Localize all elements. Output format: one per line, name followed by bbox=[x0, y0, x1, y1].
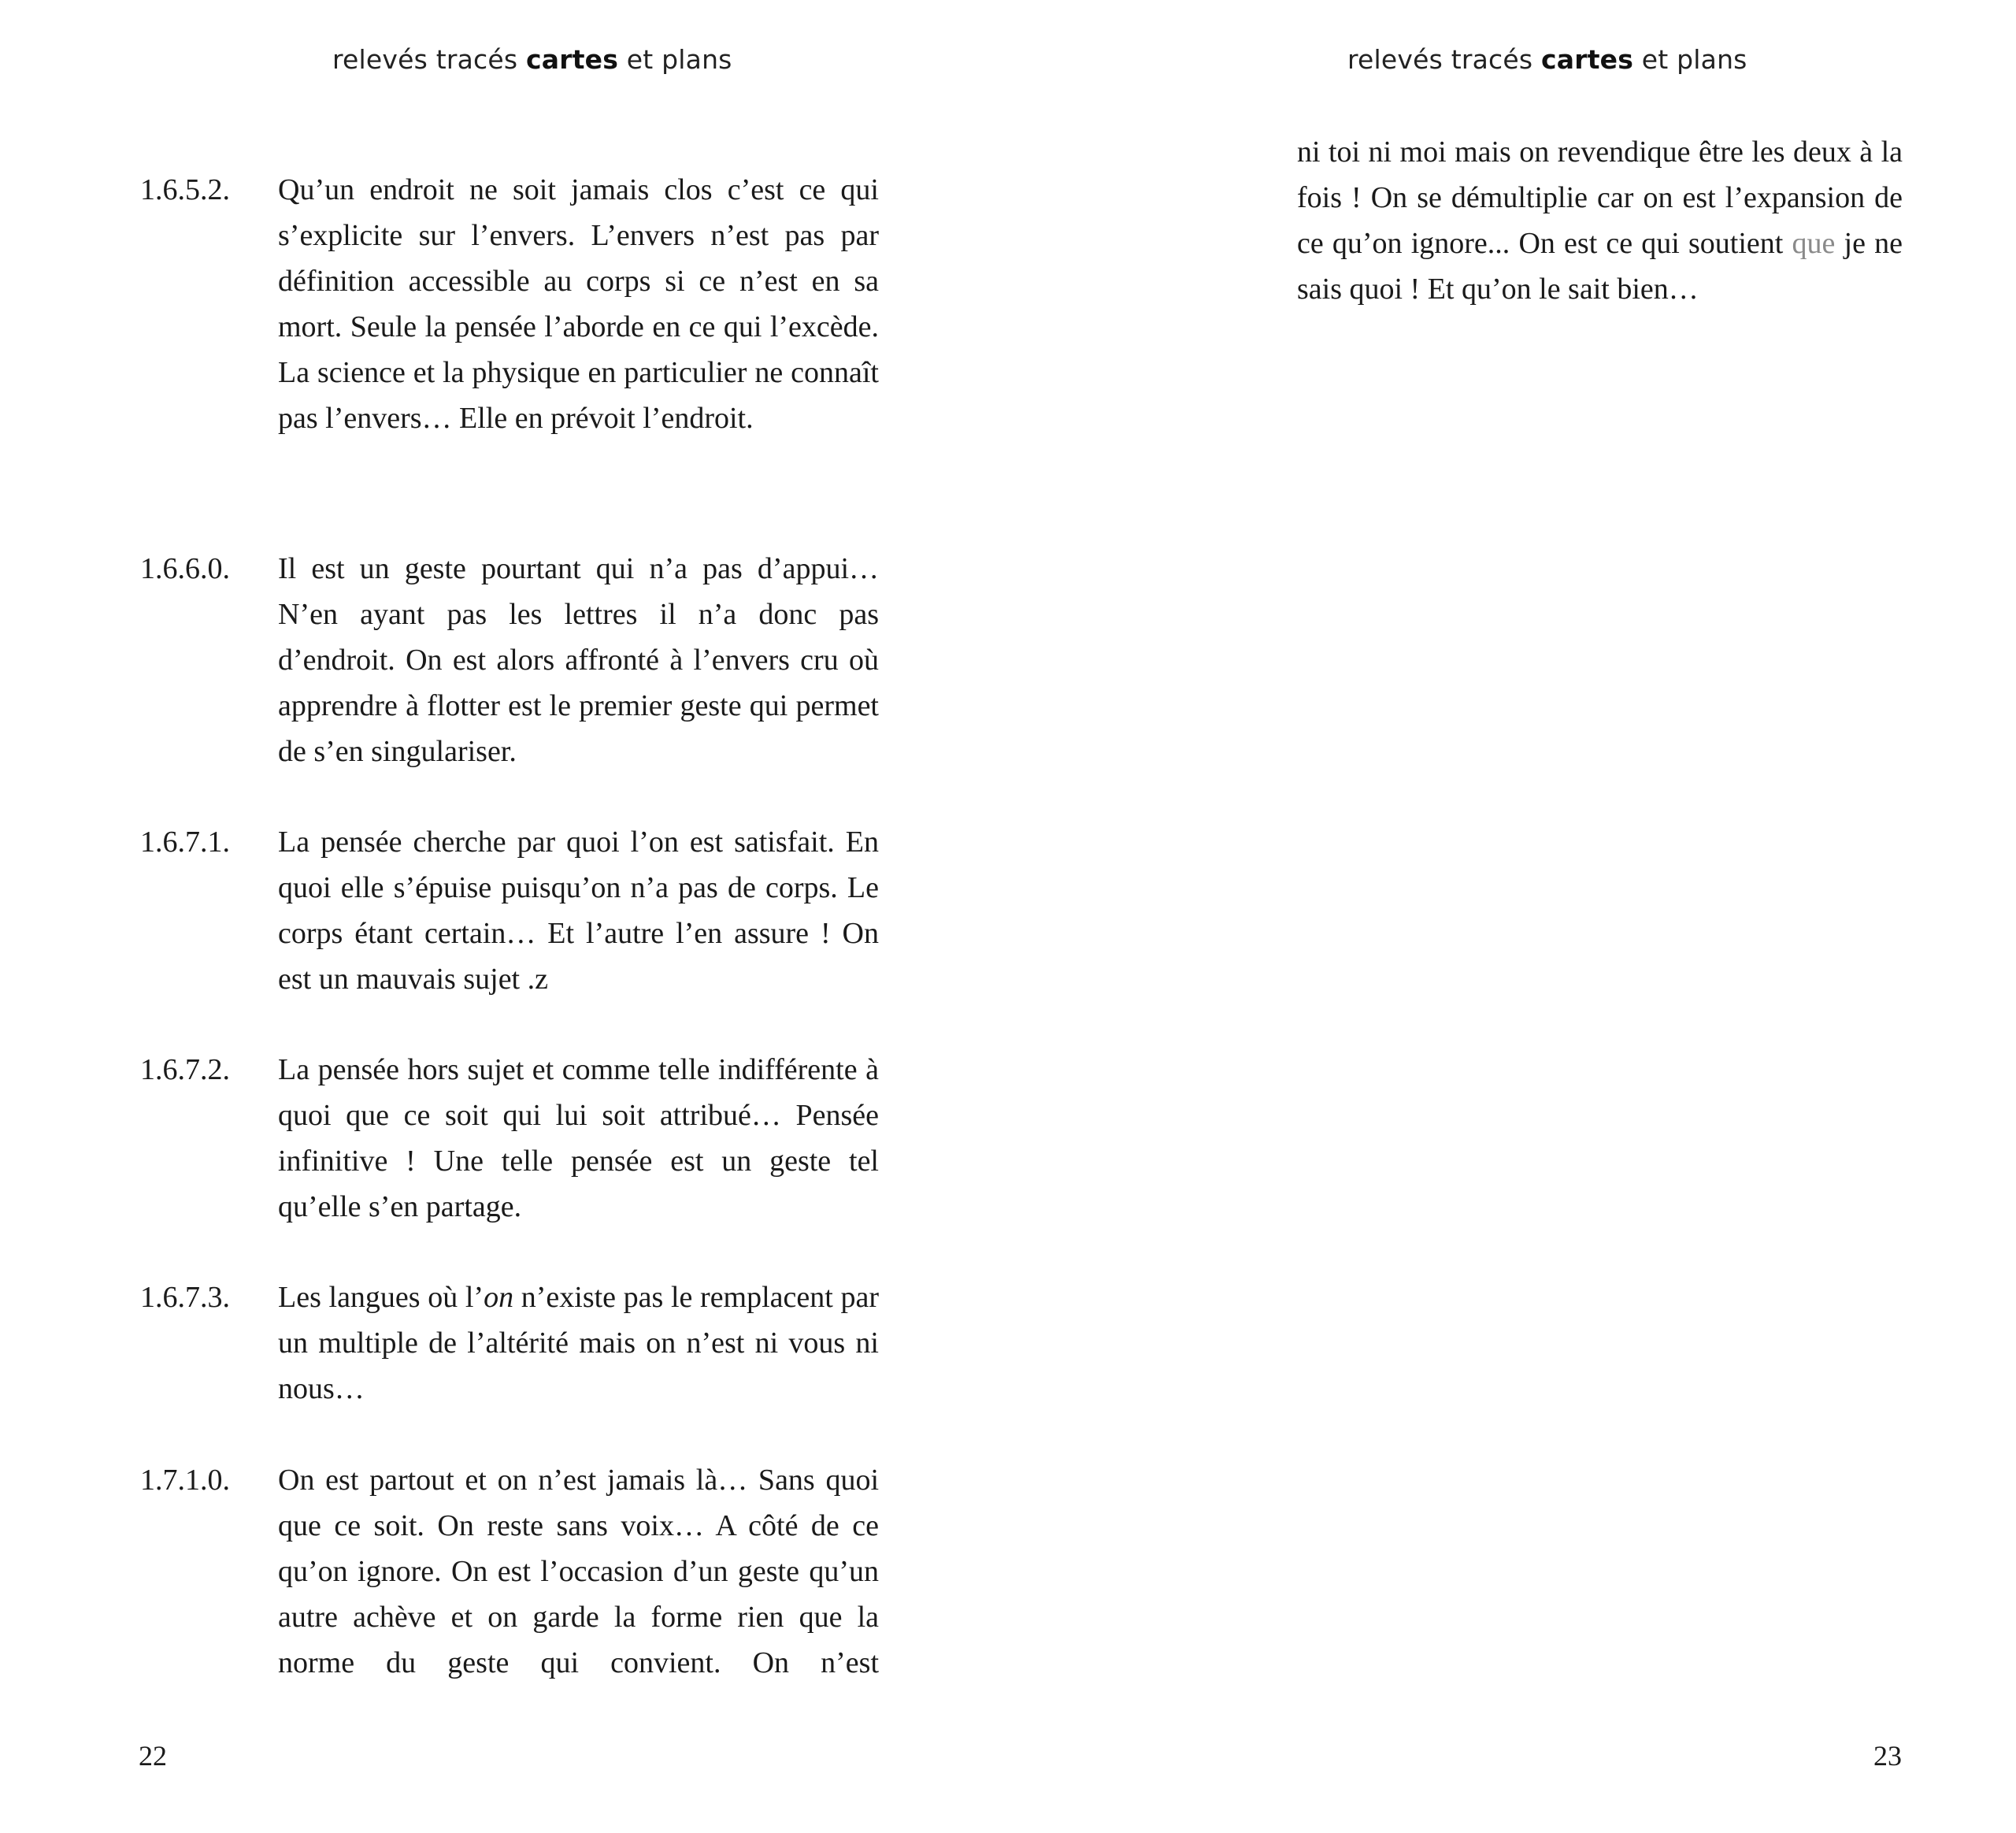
paragraph-number: 1.6.5.2. bbox=[140, 173, 230, 206]
header-bold-word: cartes bbox=[1541, 44, 1634, 75]
paragraph-number: 1.6.6.0. bbox=[140, 552, 230, 585]
running-header bbox=[1347, 44, 1747, 75]
page-number: 23 bbox=[1873, 1740, 1902, 1772]
italic-word: on bbox=[484, 1281, 514, 1314]
header-text-end: et plans bbox=[618, 44, 732, 75]
paragraph-text: La pensée cherche par quoi l’on est satisfait. En quoi elle s’épuise puisqu’on n’a pas de corps. Le corps étant certain… Et l’autre l’en assure ! On est un mauvais sujet .z bbox=[278, 826, 879, 996]
grey-word: que bbox=[1792, 227, 1836, 260]
header-bold-word: cartes bbox=[526, 44, 619, 75]
paragraph-text: Qu’un endroit ne soit jamais clos c’est ce qui s’explicite sur l’envers. L’envers n’est pas par définition accessible au corps si ce n’est en sa mort. Seule la pensée l’aborde en ce qui l’excède. La science et la physique en particulier ne connaît pas l’envers… Elle en prévoit l’endroit. bbox=[278, 173, 879, 435]
header-text: relevés tracés bbox=[332, 44, 526, 75]
numbered-paragraph bbox=[140, 1047, 879, 1230]
continued-paragraph-text: ni toi ni moi mais on revendique être les deux à la fois ! On se démultiplie car on est l’expansion de ce qu’on ignore... On est ce qui soutient que je ne sais quoi ! Et qu’on le sait bien… bbox=[1297, 135, 1903, 306]
numbered-paragraph bbox=[140, 1275, 879, 1412]
paragraph-number: 1.6.7.2. bbox=[140, 1053, 230, 1086]
paragraph-text: On est partout et on n’est jamais là… Sans quoi que ce soit. On reste sans voix… A côté de ce qu’on ignore. On est l’occasion d’un geste qu’un autre achève et on garde la forme rien que la norme du geste qui convient. On n’est bbox=[278, 1464, 879, 1679]
page-number: 22 bbox=[139, 1740, 167, 1772]
right-page bbox=[1008, 0, 2016, 1833]
numbered-paragraph bbox=[140, 1457, 879, 1686]
header-text: relevés tracés bbox=[1347, 44, 1541, 75]
numbered-paragraph bbox=[140, 819, 879, 1002]
paragraph-text: Les langues où l’on n’existe pas le remplacent par un multiple de l’altérité mais on n’est ni vous ni nous… bbox=[278, 1281, 879, 1405]
paragraph-number: 1.7.1.0. bbox=[140, 1464, 230, 1497]
paragraph-text: Il est un geste pourtant qui n’a pas d’appui… N’en ayant pas les lettres il n’a donc pas d’endroit. On est alors affronté à l’envers cru où apprendre à flotter est le premier geste qui permet de s’en singulariser. bbox=[278, 552, 879, 768]
paragraph-text: La pensée hors sujet et comme telle indifférente à quoi que ce soit qui lui soit attribué… Pensée infinitive ! Une telle pensée est un geste tel qu’elle s’en partage. bbox=[278, 1053, 879, 1223]
numbered-paragraph bbox=[140, 167, 879, 441]
header-text-end: et plans bbox=[1633, 44, 1747, 75]
running-header bbox=[332, 44, 732, 75]
paragraph-number: 1.6.7.1. bbox=[140, 826, 230, 859]
paragraph-number: 1.6.7.3. bbox=[140, 1281, 230, 1314]
numbered-paragraph bbox=[140, 546, 879, 774]
